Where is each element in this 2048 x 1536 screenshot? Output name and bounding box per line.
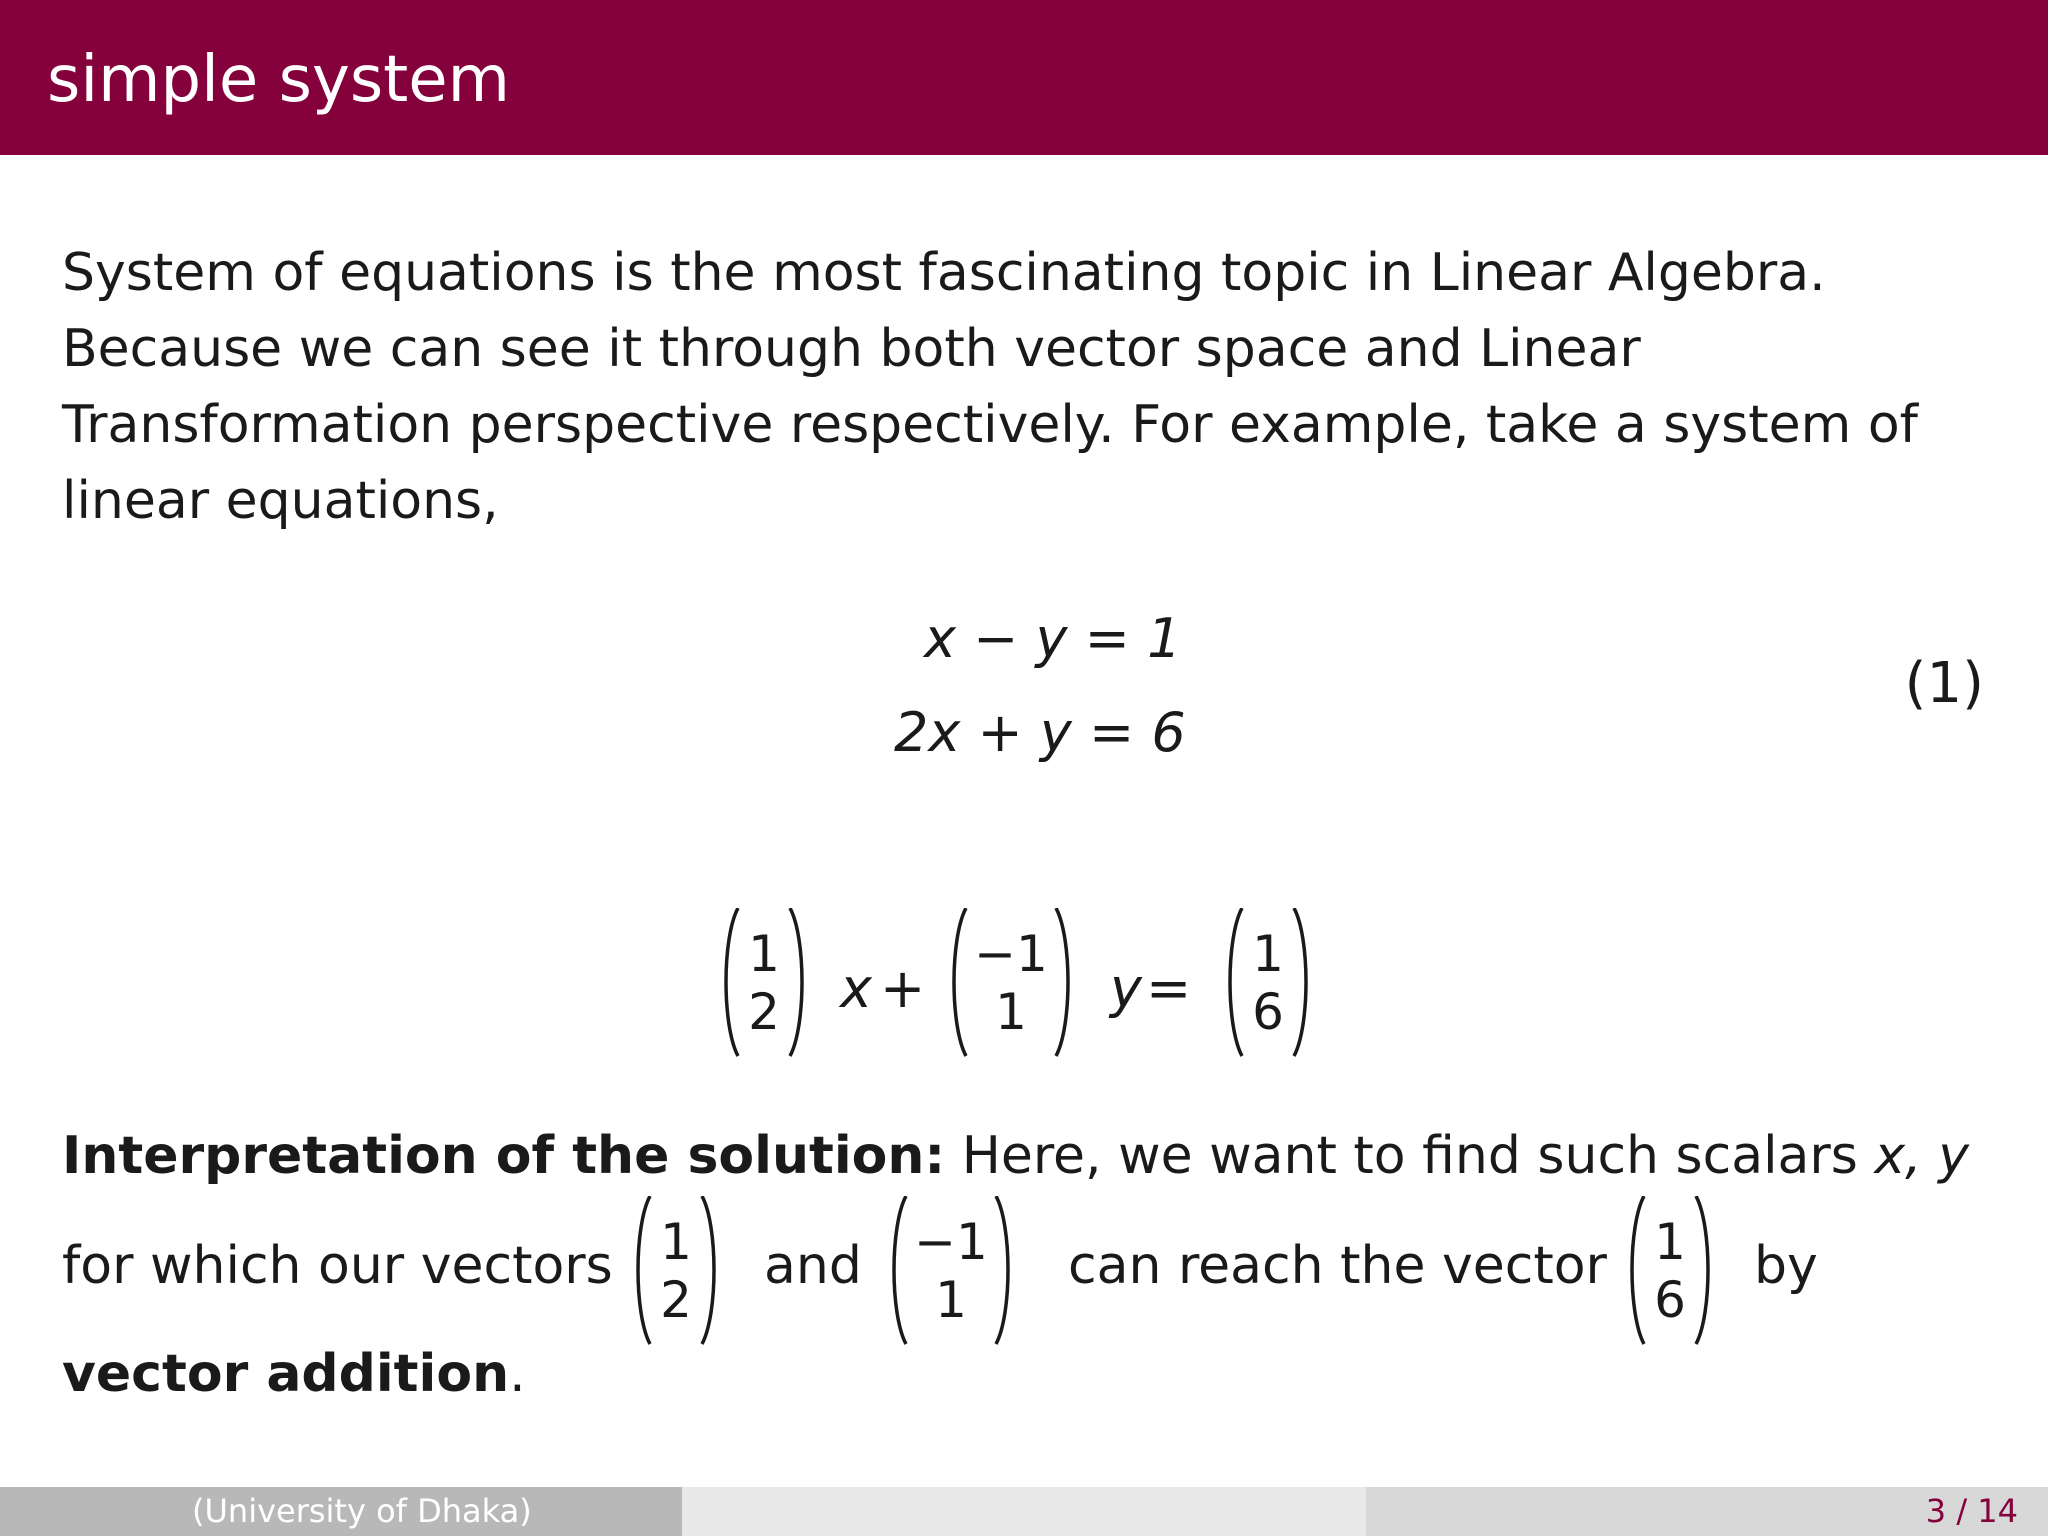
interpretation-text: Here, we want to find such scalars bbox=[961, 1126, 1858, 1186]
vector-entry: 2 bbox=[660, 1271, 692, 1329]
footer-institution: (University of Dhaka) bbox=[192, 1492, 532, 1530]
interpretation-text: can reach the vector bbox=[1068, 1236, 1607, 1296]
footer-middle-section bbox=[682, 1487, 1366, 1536]
footer-right-section bbox=[1366, 1487, 2048, 1536]
vector-entry: 1 bbox=[995, 983, 1027, 1041]
vector-entry: −1 bbox=[914, 1213, 988, 1271]
plus-sign: + bbox=[880, 957, 926, 1020]
intro-paragraph: System of equations is the most fascinating topic in Linear Algebra. Because we can see it through both vector space and Linear Transformation perspective respectively. For example, take a system of linear equations, bbox=[62, 243, 1918, 531]
footer-left-section bbox=[0, 1487, 682, 1536]
interpretation-bold-end: vector addition bbox=[62, 1344, 510, 1404]
vector-entry: 1 bbox=[660, 1213, 692, 1271]
vector-neg1-1 bbox=[946, 908, 1076, 1058]
interpretation-period: . bbox=[509, 1344, 526, 1404]
footer-page-number: 3 / 14 bbox=[1925, 1492, 2018, 1530]
vector-entry: 6 bbox=[1252, 983, 1284, 1041]
vector-entry: 1 bbox=[1252, 925, 1284, 983]
vector-entry: −1 bbox=[974, 925, 1048, 983]
interpretation-and: and bbox=[764, 1236, 862, 1296]
interpretation-by: by bbox=[1754, 1236, 1818, 1296]
equation-line-1: x − y = 1 bbox=[924, 607, 1182, 670]
vector-1-2 bbox=[718, 908, 810, 1058]
inline-vector-1-6 bbox=[1624, 1196, 1716, 1346]
slide-title: simple system bbox=[47, 43, 510, 117]
interpretation-scalars: x, y bbox=[1874, 1126, 1969, 1186]
inline-vector-neg1-1 bbox=[886, 1196, 1016, 1346]
vector-entry: 2 bbox=[748, 983, 780, 1041]
interpretation-line-2 bbox=[62, 1236, 613, 1296]
vector-entry: 6 bbox=[1654, 1271, 1686, 1329]
interpretation-line-1 bbox=[62, 1126, 1969, 1186]
interpretation-heading: Interpretation of the solution: bbox=[62, 1126, 946, 1186]
scalar-y: y bbox=[1110, 957, 1142, 1020]
vector-entry: 1 bbox=[748, 925, 780, 983]
slide-footer bbox=[0, 1487, 2048, 1536]
vector-1-6 bbox=[1222, 908, 1314, 1058]
vector-entry: 1 bbox=[935, 1271, 967, 1329]
interpretation-line-3 bbox=[62, 1344, 526, 1404]
interpretation-text: for which our vectors bbox=[62, 1236, 613, 1296]
equation-number: (1) bbox=[1904, 651, 1984, 716]
equation-line-2: 2x + y = 6 bbox=[894, 701, 1186, 764]
equals-sign: = bbox=[1146, 957, 1192, 1020]
inline-vector-1-2 bbox=[630, 1196, 722, 1346]
vector-entry: 1 bbox=[1654, 1213, 1686, 1271]
scalar-x: x bbox=[840, 957, 872, 1020]
